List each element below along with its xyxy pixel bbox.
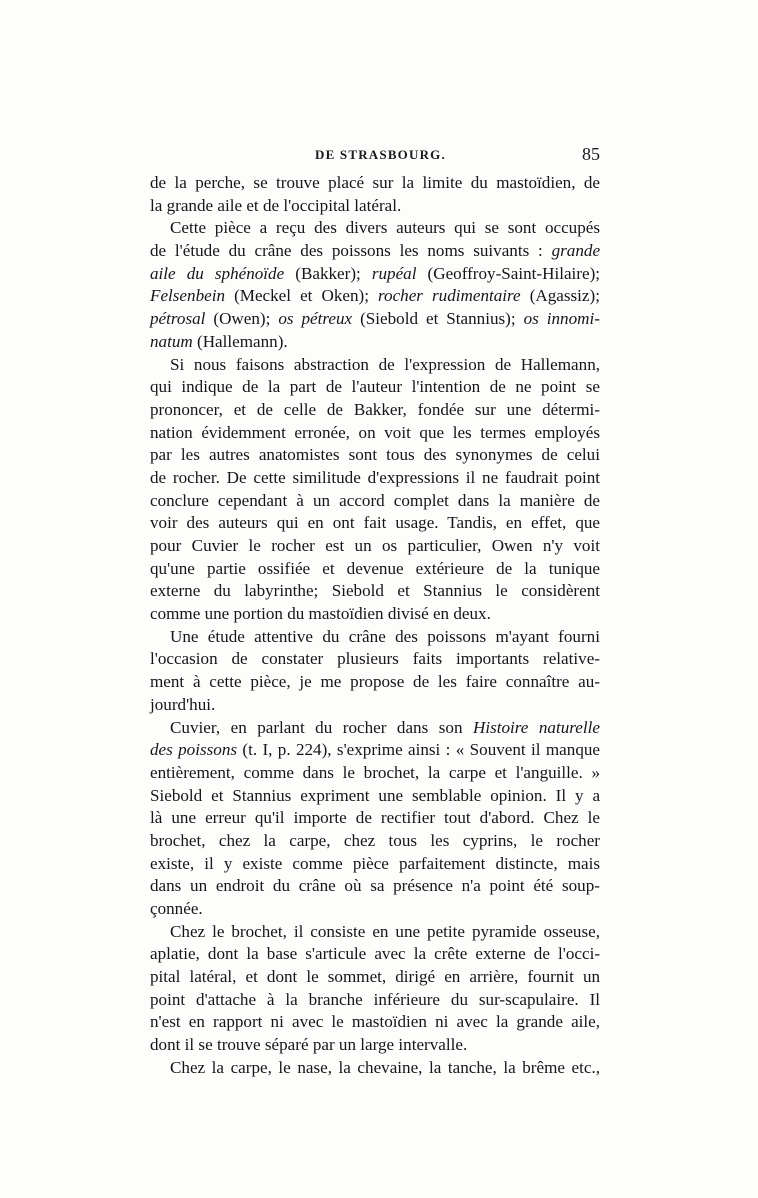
text-line xyxy=(150,490,600,513)
text-line xyxy=(150,195,600,218)
text-line xyxy=(150,308,600,331)
text-segment: brochet, chez la carpe, chez tous les cyprins, le rocher xyxy=(150,830,601,850)
text-segment: conclure cependant à un accord complet dans la manière de xyxy=(150,490,601,510)
text-line xyxy=(150,921,600,944)
italic-text: pétrosal xyxy=(150,309,206,329)
text-line xyxy=(150,966,600,989)
text-line xyxy=(150,671,600,694)
body-text xyxy=(150,172,600,1080)
text-line xyxy=(150,898,600,921)
text-segment: prononcer, et de celle de Bakker, fondée sur une détermi- xyxy=(150,399,600,419)
text-segment: Cette pièce a reçu des divers auteurs qui se sont occupés xyxy=(170,218,601,238)
text-segment: par les autres anatomistes sont tous des synonymes de celui xyxy=(150,445,600,465)
page-number: 85 xyxy=(582,144,600,164)
italic-text: rupéal xyxy=(371,263,417,283)
text-segment: (Agassiz); xyxy=(520,286,600,306)
text-line xyxy=(150,558,600,581)
text-line xyxy=(150,399,600,422)
text-line xyxy=(150,422,600,445)
text-line xyxy=(150,875,600,898)
text-segment: de la perche, se trouve placé sur la limite du mastoïdien, de xyxy=(150,173,600,192)
text-segment: pour Cuvier le rocher est un os particulier, Owen n'y voit xyxy=(150,536,600,555)
text-segment: Chez le brochet, il consiste en une petite pyramide osseuse, xyxy=(170,921,600,941)
text-segment: là une erreur qu'il importe de rectifier tout d'abord. Chez le xyxy=(150,808,600,828)
text-segment: Si nous faisons abstraction de l'expression de Hallemann, xyxy=(170,354,601,374)
text-line xyxy=(150,762,600,785)
text-line xyxy=(150,853,600,876)
text-segment: la grande aile et de l'occipital latéral. xyxy=(150,195,402,215)
text-line xyxy=(150,444,600,467)
text-line xyxy=(150,739,600,762)
text-line xyxy=(150,830,600,853)
text-line xyxy=(150,376,600,399)
text-line xyxy=(150,717,600,740)
italic-text: Histoire naturelle xyxy=(472,717,600,737)
italic-text: os innomi- xyxy=(523,309,600,329)
italic-text: natum xyxy=(150,331,193,351)
text-line xyxy=(150,785,600,808)
text-segment: l'occasion de constater plusieurs faits importants relative- xyxy=(150,649,600,669)
text-line xyxy=(150,807,600,830)
text-line xyxy=(150,603,600,626)
text-segment: Une étude attentive du crâne des poissons m'ayant fourni xyxy=(170,626,600,646)
text-segment: ment à cette pièce, je me propose de les faire connaître au- xyxy=(150,672,600,692)
text-line xyxy=(150,285,600,308)
text-segment: comme une portion du mastoïdien divisé en deux. xyxy=(150,604,491,624)
text-line xyxy=(150,626,600,649)
italic-text: aile du sphénoïde xyxy=(150,263,285,283)
text-line xyxy=(150,989,600,1012)
text-line xyxy=(150,1034,600,1057)
text-segment: n'est en rapport ni avec le mastoïdien ni avec la grande aile, xyxy=(150,1012,601,1032)
text-segment: point d'attache à la branche inférieure du sur-scapulaire. Il xyxy=(150,989,601,1009)
text-segment: (Meckel et Oken); xyxy=(225,286,379,306)
text-segment: pital latéral, et dont le sommet, dirigé en arrière, fournit un xyxy=(150,967,601,987)
text-line xyxy=(150,217,600,240)
running-head: DE STRASBOURG. xyxy=(315,147,446,162)
text-segment: (t. I, p. 224), s'exprime ainsi : « Souvent il manque xyxy=(237,740,600,760)
text-segment: voir des auteurs qui en ont fait usage. Tandis, en effet, que xyxy=(150,513,601,533)
text-line xyxy=(150,535,600,558)
text-segment: qui indique de la part de l'auteur l'intention de ne point se xyxy=(150,377,600,397)
text-segment: existe, il y existe comme pièce parfaitement distincte, mais xyxy=(150,853,601,873)
text-line xyxy=(150,331,600,354)
text-segment: çonnée. xyxy=(150,899,203,918)
text-line xyxy=(150,512,600,535)
italic-text: grande xyxy=(551,241,601,261)
text-line xyxy=(150,580,600,603)
italic-text: Felsenbein xyxy=(150,286,225,306)
text-segment: nation évidemment erronée, on voit que les termes employés xyxy=(150,422,600,442)
page-header xyxy=(150,144,600,170)
text-line xyxy=(150,1057,600,1080)
text-line xyxy=(150,263,600,286)
text-segment: (Owen); xyxy=(205,309,279,329)
text-segment: aplatie, dont la base s'articule avec la crête externe de l'occi- xyxy=(150,944,601,964)
text-line xyxy=(150,1011,600,1034)
text-segment: Siebold et Stannius expriment une semblable opinion. Il y a xyxy=(150,785,601,805)
text-segment: jourd'hui. xyxy=(150,694,216,714)
text-segment: (Bakker); xyxy=(284,263,372,283)
text-segment: externe du labyrinthe; Siebold et Stannius le considèrent xyxy=(150,581,600,601)
italic-text: rocher rudimentaire xyxy=(378,286,521,306)
text-segment: de rocher. De cette similitude d'expressions il ne faudrait point xyxy=(150,467,601,487)
text-line xyxy=(150,354,600,377)
text-line xyxy=(150,648,600,671)
text-line xyxy=(150,240,600,263)
text-segment: de l'étude du crâne des poissons les noms suivants : xyxy=(150,241,552,261)
text-line xyxy=(150,694,600,717)
italic-text: os pétreux xyxy=(278,309,353,329)
text-segment: entièrement, comme dans le brochet, la carpe et l'anguille. » xyxy=(150,762,600,782)
text-segment: (Siebold et Stannius); xyxy=(352,309,524,329)
italic-text: des poissons xyxy=(150,740,238,760)
text-line xyxy=(150,467,600,490)
text-line xyxy=(150,172,600,195)
text-segment: (Hallemann). xyxy=(192,331,288,351)
text-segment: dans un endroit du crâne où sa présence n'a point été soup- xyxy=(150,876,600,896)
text-segment: qu'une partie ossifiée et devenue extérieure de la tunique xyxy=(150,558,601,578)
text-segment: Chez la carpe, le nase, la chevaine, la tanche, la brême etc., xyxy=(170,1057,600,1077)
text-segment: (Geoffroy-Saint-Hilaire); xyxy=(416,263,601,283)
text-segment: dont il se trouve séparé par un large intervalle. xyxy=(150,1035,468,1055)
text-segment: Cuvier, en parlant du rocher dans son xyxy=(170,717,473,737)
text-line xyxy=(150,943,600,966)
